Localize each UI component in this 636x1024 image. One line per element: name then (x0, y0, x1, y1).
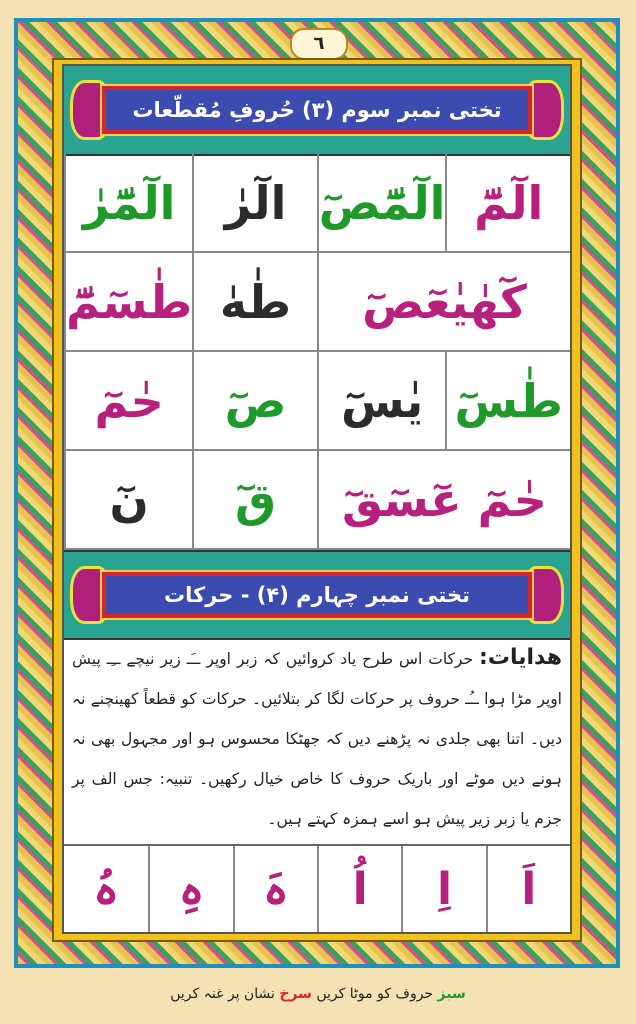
harakat-row (64, 844, 570, 932)
harakat-cell: ہِ (148, 846, 232, 932)
letter-cell: الٓمّٓصٓ (317, 154, 446, 253)
letter-cell: طٰهٰ (192, 253, 317, 352)
letter-cell: طٰسٓ (445, 352, 570, 451)
letter-cell: حٰمٓ (64, 352, 192, 451)
harakat-cell: اَ (486, 846, 570, 932)
section3-title: تختی نمبر سوم (۳) حُروفِ مُقطّعات (132, 98, 502, 122)
letter-cell: الٓمّٓ (445, 154, 570, 253)
footer-green-word: سبز (437, 986, 466, 1002)
harakat-cell: اِ (401, 846, 485, 932)
letter-cell: يٰسٓ (317, 352, 446, 451)
instructions-text: حرکات اس طرح یاد کروائیں کہ زبر اوپر ــَـ زیر نیچے ــِـ پیش اوپر مڑا ہوا ــُـ حروف پر حرکات لگا کر بتلائیں۔ حرکات کو قطعاً کھینچنے نہ دیں۔ اتنا بھی جلدی نہ پڑھنے دیں کہ جھٹکا محسوس ہو اور مجہول بھی نہ ہونے دیں موٹے اور باریک حروف کا خاص خیال رکھیں۔ تنبیہ: جس الف پر جزم یا زبر زیر پیش ہو اسے ہمزہ کہتے ہیں۔ (72, 650, 562, 828)
page-frame (52, 58, 582, 942)
letter-cell: الٓرٰ (192, 154, 317, 253)
letter-cell: طٰسٓمّٓ (64, 253, 192, 352)
ornament-icon (528, 566, 564, 624)
instructions (72, 638, 562, 850)
section3-header (64, 66, 570, 156)
letter-cell: نٓ (64, 451, 192, 550)
harakat-cell: ہُ (93, 863, 120, 915)
footer-end: نشان پر غنہ کریں (170, 986, 275, 1002)
harakat-cell: ہَ (233, 846, 317, 932)
ornament-icon (70, 80, 106, 140)
muqattaat-grid (64, 154, 570, 550)
ornament-icon (528, 80, 564, 140)
footer-red-word: سرخ (279, 986, 312, 1002)
letter-cell: كٓهٰيٰعٓصٓ (317, 253, 570, 352)
footer-note (0, 986, 636, 1002)
page-content (62, 64, 572, 934)
letter-cell: الٓمّٓرٰ (64, 154, 192, 253)
letter-cell: صٓ (192, 352, 317, 451)
harakat-cell: اُ (317, 846, 401, 932)
section4-header (64, 550, 570, 640)
section4-title: تختی نمبر چہارم (۴) - حرکات (164, 583, 470, 607)
ornament-icon (70, 566, 106, 624)
page-number: ٦ (290, 28, 348, 60)
footer-mid: حروف کو موٹا کریں (316, 986, 434, 1002)
instructions-label: ھدایات: (479, 645, 562, 670)
letter-cell: قٓ (192, 451, 317, 550)
letter-cell: حٰمٓ عٓسٓقٓ (317, 451, 570, 550)
